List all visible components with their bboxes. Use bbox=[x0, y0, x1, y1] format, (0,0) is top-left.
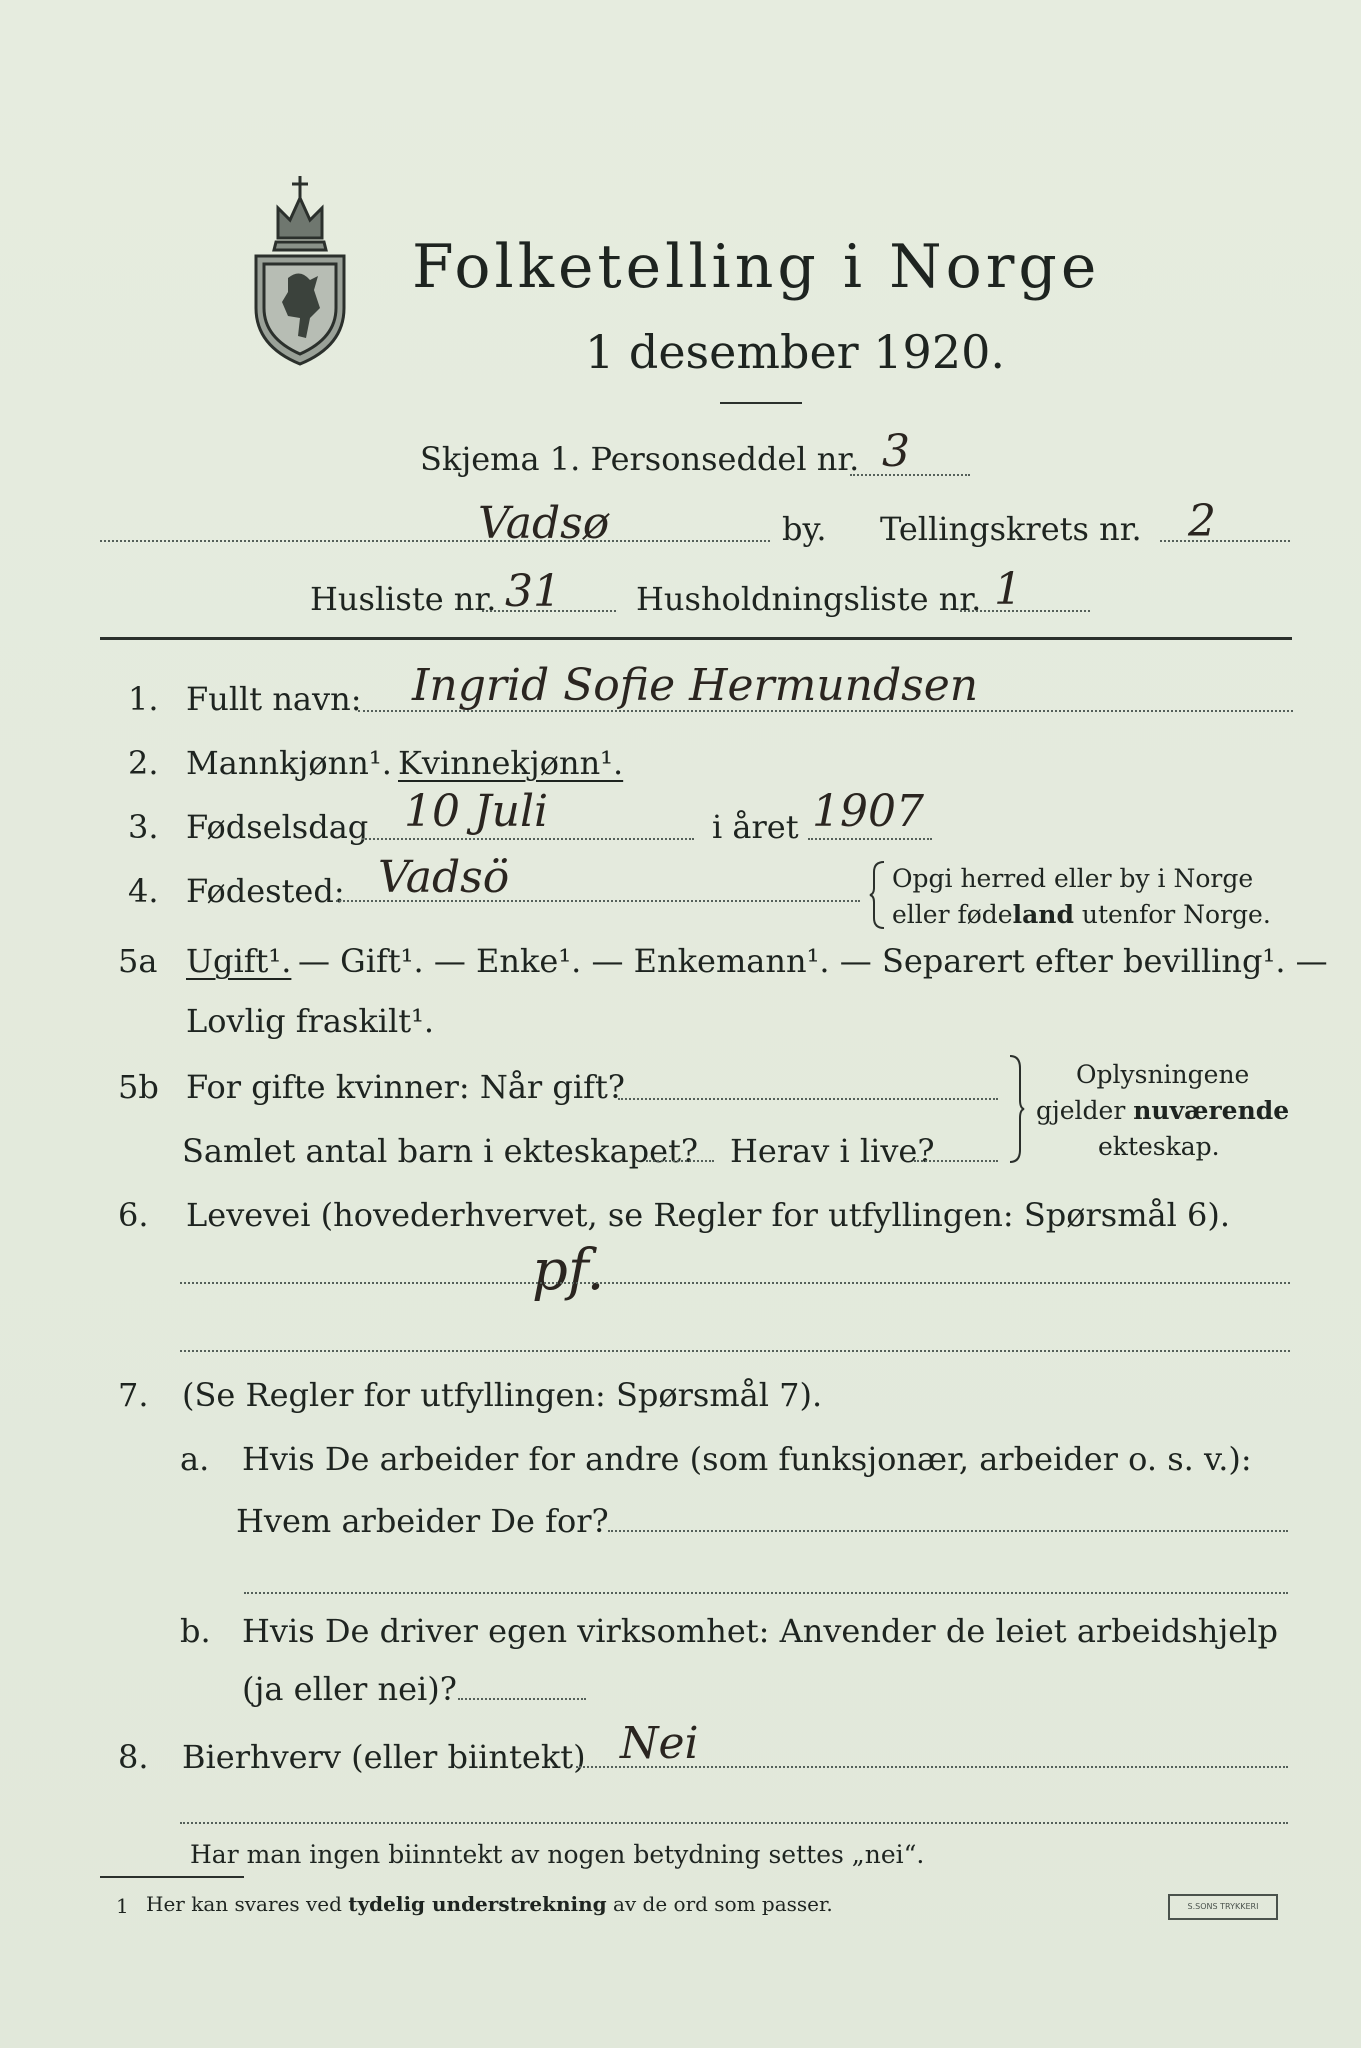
krets-label: Tellingskrets nr. bbox=[880, 510, 1142, 548]
q3-birth-day: 10 Juli bbox=[404, 786, 549, 837]
skjema-label: Skjema 1. Personseddel nr. bbox=[420, 440, 860, 478]
q7-number: 7. bbox=[118, 1376, 149, 1414]
q5a-lovlig-fraskilt: Lovlig fraskilt¹. bbox=[186, 1002, 435, 1040]
q5b-note-line1: Oplysningene bbox=[1076, 1060, 1250, 1089]
town-name: Vadsø bbox=[478, 498, 610, 549]
q7b-label2: (ja eller nei)? bbox=[242, 1670, 457, 1708]
q4-note-brace-icon bbox=[868, 860, 888, 930]
q7a-line2 bbox=[244, 1592, 1288, 1594]
q4-note-line1: Opgi herred eller by i Norge bbox=[892, 864, 1254, 893]
q6-number: 6. bbox=[118, 1196, 149, 1234]
q1-number: 1. bbox=[128, 680, 159, 718]
q1-full-name: Ingrid Sofie Hermundsen bbox=[412, 660, 979, 711]
husholdning-label: Husholdningsliste nr. bbox=[636, 580, 982, 618]
q3-birth-year: 1907 bbox=[812, 786, 924, 837]
q3-day-line bbox=[362, 838, 694, 840]
q8-label: Bierhverv (eller biintekt) bbox=[182, 1738, 586, 1776]
town-line bbox=[100, 540, 770, 542]
q5b-number: 5b bbox=[118, 1068, 159, 1106]
q5b-alive-line bbox=[914, 1160, 998, 1162]
q5a-number: 5a bbox=[118, 942, 158, 980]
q6-occupation: pf. bbox=[532, 1238, 605, 1303]
q8-note: Har man ingen biinntekt av nogen betydning settes „nei“. bbox=[190, 1840, 925, 1869]
husholdning-number: 1 bbox=[994, 564, 1022, 615]
husliste-label: Husliste nr. bbox=[310, 580, 497, 618]
q7a-letter: a. bbox=[180, 1440, 210, 1478]
norwegian-coat-of-arms-icon bbox=[248, 168, 352, 368]
q5b-children-line bbox=[646, 1160, 714, 1162]
krets-number: 2 bbox=[1188, 496, 1216, 547]
q5b-label-alive: Herav i live? bbox=[730, 1132, 935, 1170]
q1-line bbox=[358, 710, 1293, 712]
q6-line2 bbox=[180, 1350, 1290, 1352]
footnote-text: Her kan svares ved tydelig understrekning av de ord som passer. bbox=[146, 1892, 833, 1916]
q4-number: 4. bbox=[128, 872, 159, 910]
q5b-note-line3: ekteskap. bbox=[1098, 1132, 1220, 1161]
q6-label: Levevei (hovederhvervet, se Regler for utfyllingen: Spørsmål 6). bbox=[186, 1196, 1231, 1234]
q4-line bbox=[336, 900, 860, 902]
q5b-label-married: For gifte kvinner: Når gift? bbox=[186, 1068, 625, 1106]
q3-year-line bbox=[808, 838, 932, 840]
q2-number: 2. bbox=[128, 744, 159, 782]
q7b-label1: Hvis De driver egen virksomhet: Anvender de leiet arbeidshjelp bbox=[242, 1612, 1278, 1650]
q7-label: (Se Regler for utfyllingen: Spørsmål 7). bbox=[182, 1376, 823, 1414]
q3-year-label: i året bbox=[712, 808, 799, 846]
footnote-rule bbox=[100, 1876, 244, 1878]
header-separator bbox=[100, 637, 1292, 640]
skjema-number-line bbox=[850, 474, 970, 476]
printer-stamp: S.SONS TRYKKERI bbox=[1168, 1894, 1278, 1920]
husholdning-number-line bbox=[960, 610, 1090, 612]
q6-line1 bbox=[180, 1282, 1290, 1284]
husliste-number-line bbox=[482, 610, 616, 612]
by-label: by. bbox=[782, 510, 827, 548]
form-date: 1 desember 1920. bbox=[585, 325, 1005, 379]
q2-male-option: Mannkjønn¹. bbox=[186, 744, 392, 782]
q4-label: Fødested: bbox=[186, 872, 345, 910]
q5b-label-children: Samlet antal barn i ekteskapet? bbox=[182, 1132, 699, 1170]
q7b-letter: b. bbox=[180, 1612, 211, 1650]
q7b-line bbox=[458, 1698, 586, 1700]
skjema-number: 3 bbox=[882, 426, 910, 477]
q5a-other-options: — Gift¹. — Enke¹. — Enkemann¹. — Separert efter bevilling¹. — bbox=[298, 942, 1328, 980]
q5b-note-line2: gjelder nuværende bbox=[1036, 1096, 1290, 1125]
footnote-mark: 1 bbox=[116, 1894, 129, 1918]
q4-note-line2: eller fødeland utenfor Norge. bbox=[892, 900, 1271, 929]
q1-label: Fullt navn: bbox=[186, 680, 362, 718]
q7a-line1 bbox=[608, 1530, 1288, 1532]
q7a-label2: Hvem arbeider De for? bbox=[236, 1502, 609, 1540]
q8-side-income: Nei bbox=[620, 1718, 699, 1769]
title-divider bbox=[720, 402, 802, 404]
q3-number: 3. bbox=[128, 808, 159, 846]
q8-line1 bbox=[576, 1766, 1288, 1768]
q5a-ugift-option: Ugift¹. bbox=[186, 942, 292, 980]
q4-birthplace: Vadsö bbox=[378, 852, 510, 903]
q8-number: 8. bbox=[118, 1738, 149, 1776]
q7a-label1: Hvis De arbeider for andre (som funksjonær, arbeider o. s. v.): bbox=[242, 1440, 1252, 1478]
q8-line2 bbox=[180, 1822, 1288, 1824]
q5b-note-brace-icon bbox=[1006, 1054, 1026, 1164]
q5b-married-line bbox=[618, 1098, 998, 1100]
krets-number-line bbox=[1160, 540, 1290, 542]
husliste-number: 31 bbox=[505, 566, 561, 617]
form-title: Folketelling i Norge bbox=[412, 232, 1101, 302]
q3-label: Fødselsdag bbox=[186, 808, 369, 846]
q2-female-option: Kvinnekjønn¹. bbox=[398, 744, 624, 782]
